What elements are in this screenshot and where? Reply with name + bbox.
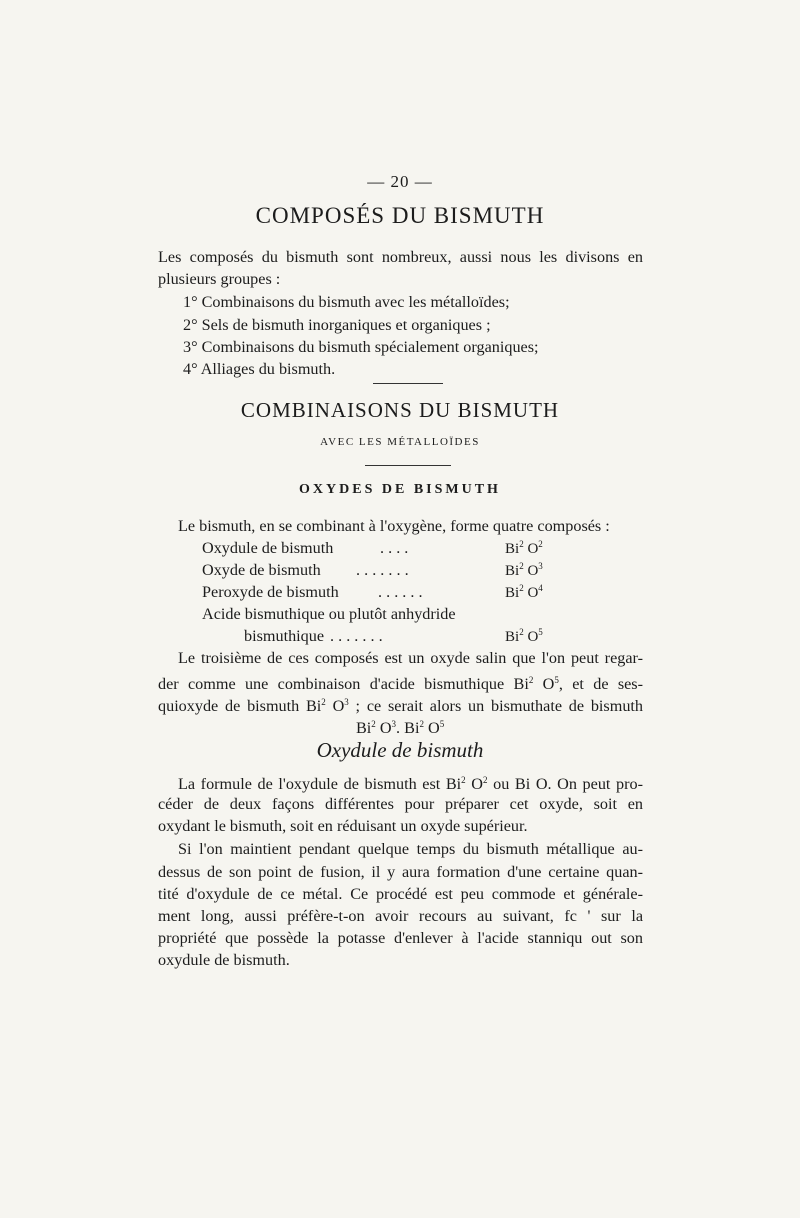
group-item-4: 4° Alliages du bismuth.: [183, 360, 336, 378]
third-para-line-2: der comme une combinaison d'acide bismuthique Bi$^2$ $O^5$, et de ses-: [158, 675, 644, 693]
intro-line-1: Les composés du bismuth sont nombreux, aussi nous les divisons en: [158, 248, 643, 266]
compound-formula-1: Bi$^2$ $O^2$: [505, 539, 543, 557]
oxydule-para1-line-3: oxydant le bismuth, soit en réduisant un oxyde supérieur.: [158, 817, 528, 835]
compound-dots-3: . . . . . .: [378, 583, 423, 601]
compound-name-3: Peroxyde de bismuth: [202, 583, 339, 601]
oxydule-para2-line-2: dessus de son point de fusion, il y aura formation d'une certaine quan-: [158, 863, 643, 881]
compound-dots-2: . . . . . . .: [356, 561, 409, 579]
group-item-3: 3° Combinaisons du bismuth spécialement organiques;: [183, 338, 539, 356]
third-para-line-1: Le troisième de ces composés est un oxyde salin que l'on peut regar-: [178, 649, 643, 667]
group-item-2: 2° Sels de bismuth inorganiques et organiques ;: [183, 316, 491, 334]
oxydule-para1-line-2: céder de deux façons différentes pour préparer cet oxyde, soit en: [158, 795, 643, 813]
main-title: COMPOSÉS DU BISMUTH: [255, 203, 545, 228]
compound-name-2: Oxyde de bismuth: [202, 561, 321, 579]
compound-name-1: Oxydule de bismuth: [202, 539, 334, 557]
divider-rule-2: [365, 465, 451, 466]
group-item-1: 1° Combinaisons du bismuth avec les métalloïdes;: [183, 293, 510, 311]
divider-rule-1: [373, 383, 443, 384]
compound-formula-2: Bi$^2$ $O^3$: [505, 561, 543, 579]
bismuthate-formula: Bi$^2$ $O^3$. Bi$^2$ $O^5$: [356, 719, 445, 737]
page-number: — 20 —: [367, 172, 433, 191]
section-subtitle: AVEC LES MÉTALLOÏDES: [320, 436, 480, 448]
oxydule-para2-line-6: oxydule de bismuth.: [158, 951, 290, 969]
third-para-line-3: quioxyde de bismuth Bi$^2$ $O^3$ ; ce serait alors un bismuthate de bismuth: [158, 697, 644, 715]
oxydule-para1-line-1: La formule de l'oxydule de bismuth est Bi$^2$ $O^2$ ou Bi O. On peut pro-: [178, 775, 644, 793]
oxydule-para2-line-3: tité d'oxydule de ce métal. Ce procédé est peu commode et générale-: [158, 885, 643, 903]
oxydule-title: Oxydule de bismuth: [316, 738, 484, 762]
intro-line-2: plusieurs groupes :: [158, 270, 281, 288]
compound-formula-3: Bi$^2$ $O^4$: [505, 583, 543, 601]
oxydule-para2-line-4: ment long, aussi préfère-t-on avoir recours au suivant, fc ' sur la: [158, 907, 643, 925]
oxydule-para2-line-1: Si l'on maintient pendant quelque temps du bismuth métallique au-: [178, 840, 643, 858]
compound-formula-4: Bi$^2$ $O^5$: [505, 627, 543, 645]
oxydes-intro: Le bismuth, en se combinant à l'oxygène, forme quatre composés :: [178, 517, 610, 535]
oxydule-para2-line-5: propriété que possède la potasse d'enlever à l'acide stanniqu out son: [158, 929, 643, 947]
compound-name-4-line1: Acide bismuthique ou plutôt anhydride: [202, 605, 456, 623]
subsection-title: OXYDES DE BISMUTH: [299, 482, 501, 497]
compound-name-4-line2: bismuthique: [244, 627, 325, 645]
section-title: COMBINAISONS DU BISMUTH: [240, 398, 560, 422]
compound-dots-1: . . . .: [380, 539, 409, 557]
compound-dots-4: . . . . . . .: [330, 627, 383, 645]
